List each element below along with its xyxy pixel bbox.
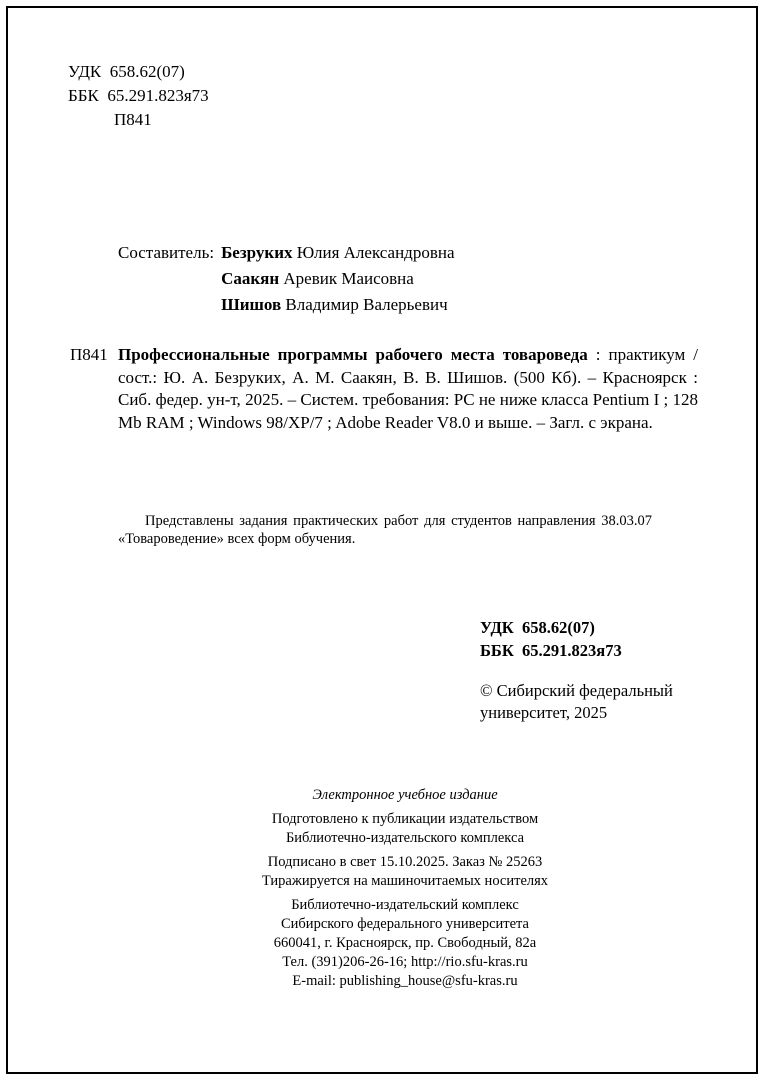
compiler-given-name: Юлия Александровна <box>296 243 455 262</box>
compiler-given-name: Аревик Маисовна <box>283 269 414 288</box>
compiler-row <box>221 292 454 318</box>
compilers-label: Составитель: <box>118 243 215 262</box>
compiler-given-name: Владимир Валерьевич <box>285 295 448 314</box>
compiler-surname: Саакян <box>221 269 280 288</box>
copyright-line1: © Сибирский федеральный <box>480 681 673 700</box>
prepared-line2: Библиотечно-издательского комплекса <box>285 830 525 846</box>
bottom-codes-block <box>480 616 622 662</box>
bibliographic-entry <box>70 344 698 434</box>
publisher-line1: Библиотечно-издательский комплекс <box>291 897 519 913</box>
publisher-phone-site: Тел. (391)206-26-16; http://rio.sfu-kras.ru <box>282 954 528 970</box>
distribution-line: Тиражируется на машиночитаемых носителях <box>261 873 549 889</box>
publisher-line2: Сибирского федерального университета <box>281 916 529 932</box>
prepared-line1: Подготовлено к публикации издательством <box>271 811 539 827</box>
bib-text <box>118 344 698 434</box>
compilers-block <box>118 240 455 318</box>
copyright-line2: университет, 2025 <box>480 703 608 722</box>
bbk-top: ББК 65.291.823я73 <box>68 86 209 105</box>
imprint-block <box>90 786 720 991</box>
catalog-code-top: П841 <box>114 110 152 129</box>
compiler-surname: Шишов <box>221 295 282 314</box>
annotation-paragraph: Представлены задания практических работ для студентов направления 38.03.07 «Товароведение» всех форм обучения. <box>118 513 652 547</box>
publisher-email: E-mail: publishing_house@sfu-kras.ru <box>292 973 518 989</box>
top-codes-block <box>68 60 209 132</box>
compilers-list <box>221 240 454 318</box>
compiler-row <box>221 266 454 292</box>
bib-catalog-code: П841 <box>70 345 108 364</box>
publisher-contact-group <box>90 896 720 991</box>
release-info-group <box>90 853 720 891</box>
bib-title: Профессиональные программы рабочего места товароведа <box>118 345 588 364</box>
copyright-block <box>480 680 673 724</box>
bib-description: : практикум / сост.: Ю. А. Безруких, А. М. Саакян, В. В. Шишов. (500 Кб). – Красноярск : Сиб. федер. ун-т, 2025. – Систем. требования: PC не ниже класса Pentium I ; 128 Mb RAM ; Windows 98/XP/7 ; Adobe Reader V8.0 и выше. – Загл. с экрана. <box>118 345 698 432</box>
compiler-surname: Безруких <box>221 243 293 262</box>
prepared-by-group <box>90 810 720 848</box>
udk-top: УДК 658.62(07) <box>68 62 185 81</box>
compiler-row <box>221 240 454 266</box>
publisher-address: 660041, г. Красноярск, пр. Свободный, 82а <box>273 935 537 951</box>
edition-type-label: Электронное учебное издание <box>312 787 498 803</box>
bbk-bottom: ББК 65.291.823я73 <box>480 641 622 660</box>
signed-for-release-line: Подписано в свет 15.10.2025. Заказ № 25263 <box>267 854 543 870</box>
udk-bottom: УДК 658.62(07) <box>480 618 595 637</box>
